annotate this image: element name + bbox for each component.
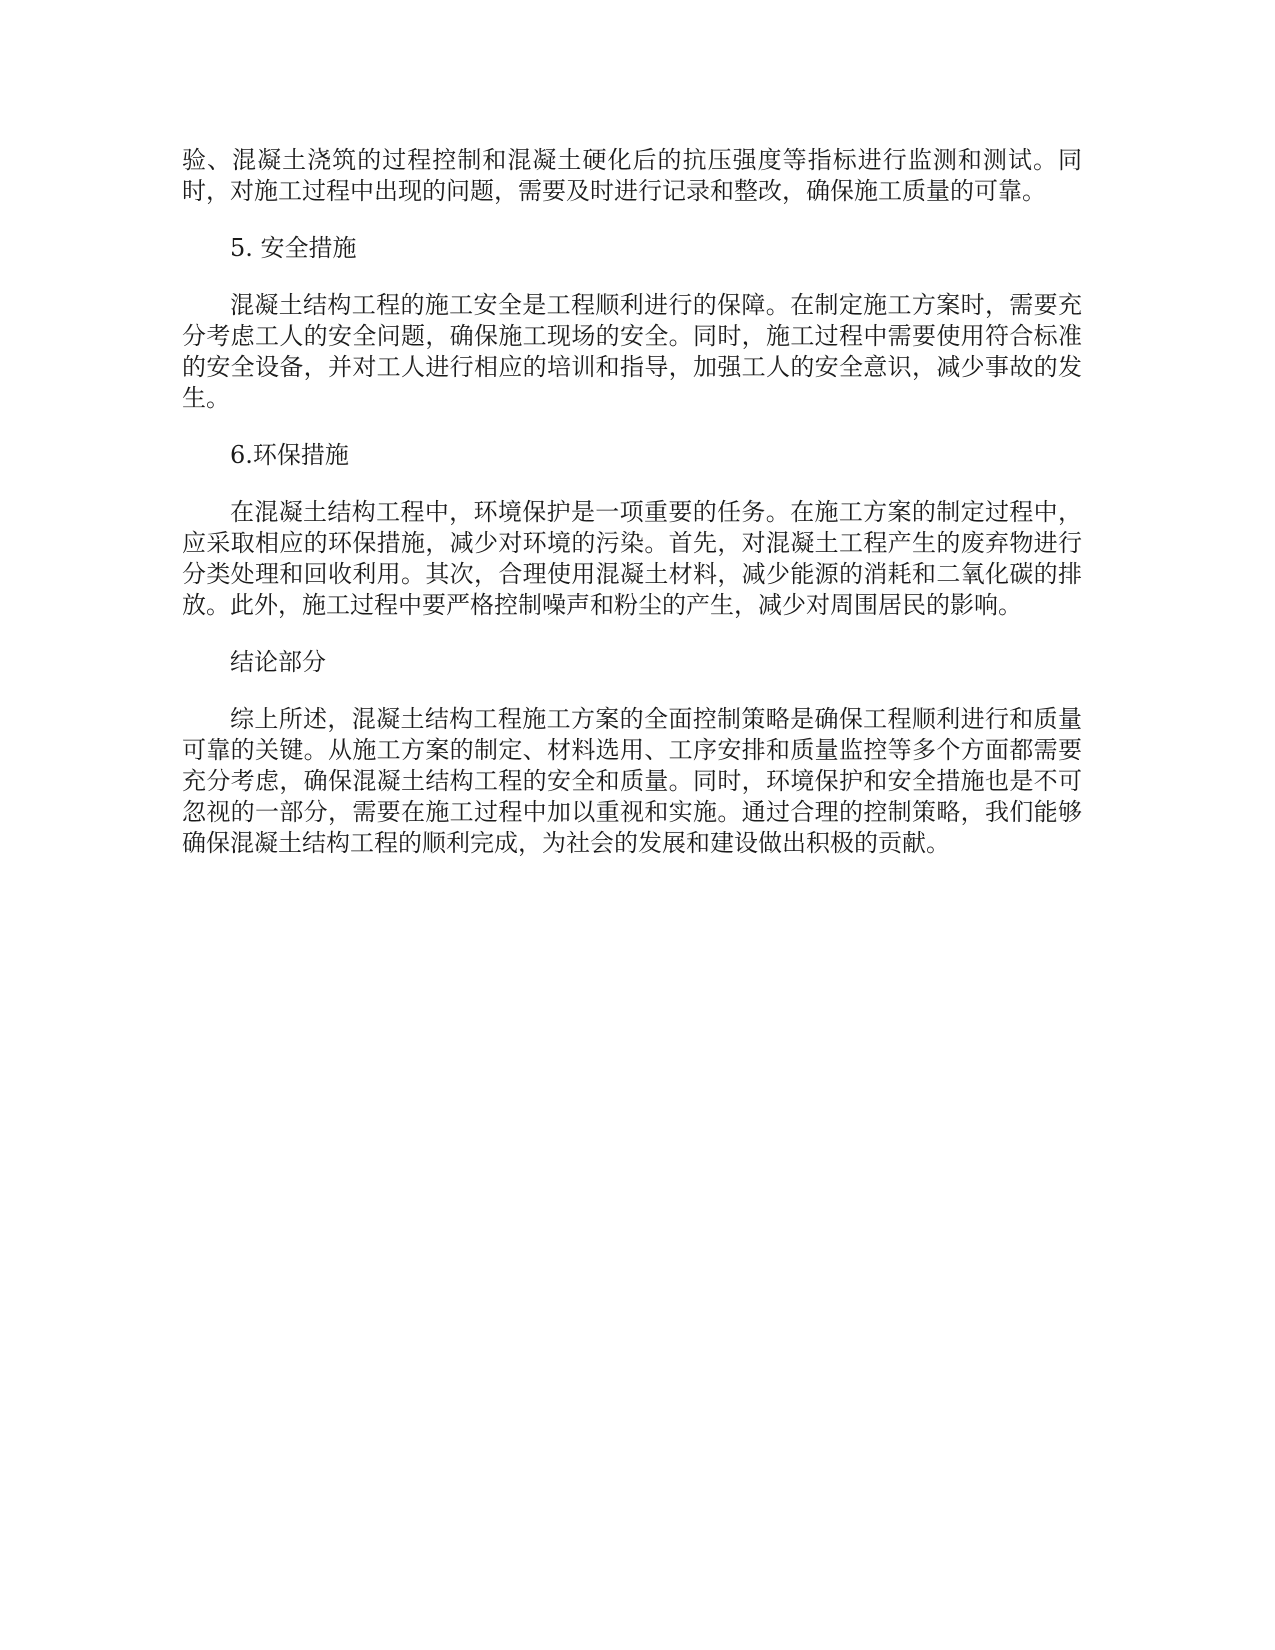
paragraph-safety: 混凝土结构工程的施工安全是工程顺利进行的保障。在制定施工方案时，需要充分考虑工人的安全问题，确保施工现场的安全。同时，施工过程中需要使用符合标准的安全设备，并对工人进行相应的培训和指导，加强工人的安全意识，减少事故的发生。: [182, 291, 1082, 412]
paragraph-conclusion: 综上所述，混凝土结构工程施工方案的全面控制策略是确保工程顺利进行和质量可靠的关键。从施工方案的制定、材料选用、工序安排和质量监控等多个方面都需要充分考虑，确保混凝土结构工程的安全和质量。同时，环境保护和安全措施也是不可忽视的一部分，需要在施工过程中加以重视和实施。通过合理的控制策略，我们能够确保混凝土结构工程的顺利完成，为社会的发展和建设做出积极的贡献。: [182, 705, 1082, 857]
section-heading-conclusion: 结论部分: [230, 648, 326, 676]
section-heading-environment: 6.环保措施: [230, 441, 349, 469]
paragraph-continued: 验、混凝土浇筑的过程控制和混凝土硬化后的抗压强度等指标进行监测和测试。同时，对施工过程中出现的问题，需要及时进行记录和整改，确保施工质量的可靠。: [182, 146, 1082, 205]
paragraph-environment: 在混凝土结构工程中，环境保护是一项重要的任务。在施工方案的制定过程中，应采取相应的环保措施，减少对环境的污染。首先，对混凝土工程产生的废弃物进行分类处理和回收利用。其次，合理使用混凝土材料，减少能源的消耗和二氧化碳的排放。此外，施工过程中要严格控制噪声和粉尘的产生，减少对周围居民的影响。: [182, 498, 1082, 619]
section-heading-safety: 5. 安全措施: [230, 234, 357, 262]
document-body: [182, 145, 1082, 885]
